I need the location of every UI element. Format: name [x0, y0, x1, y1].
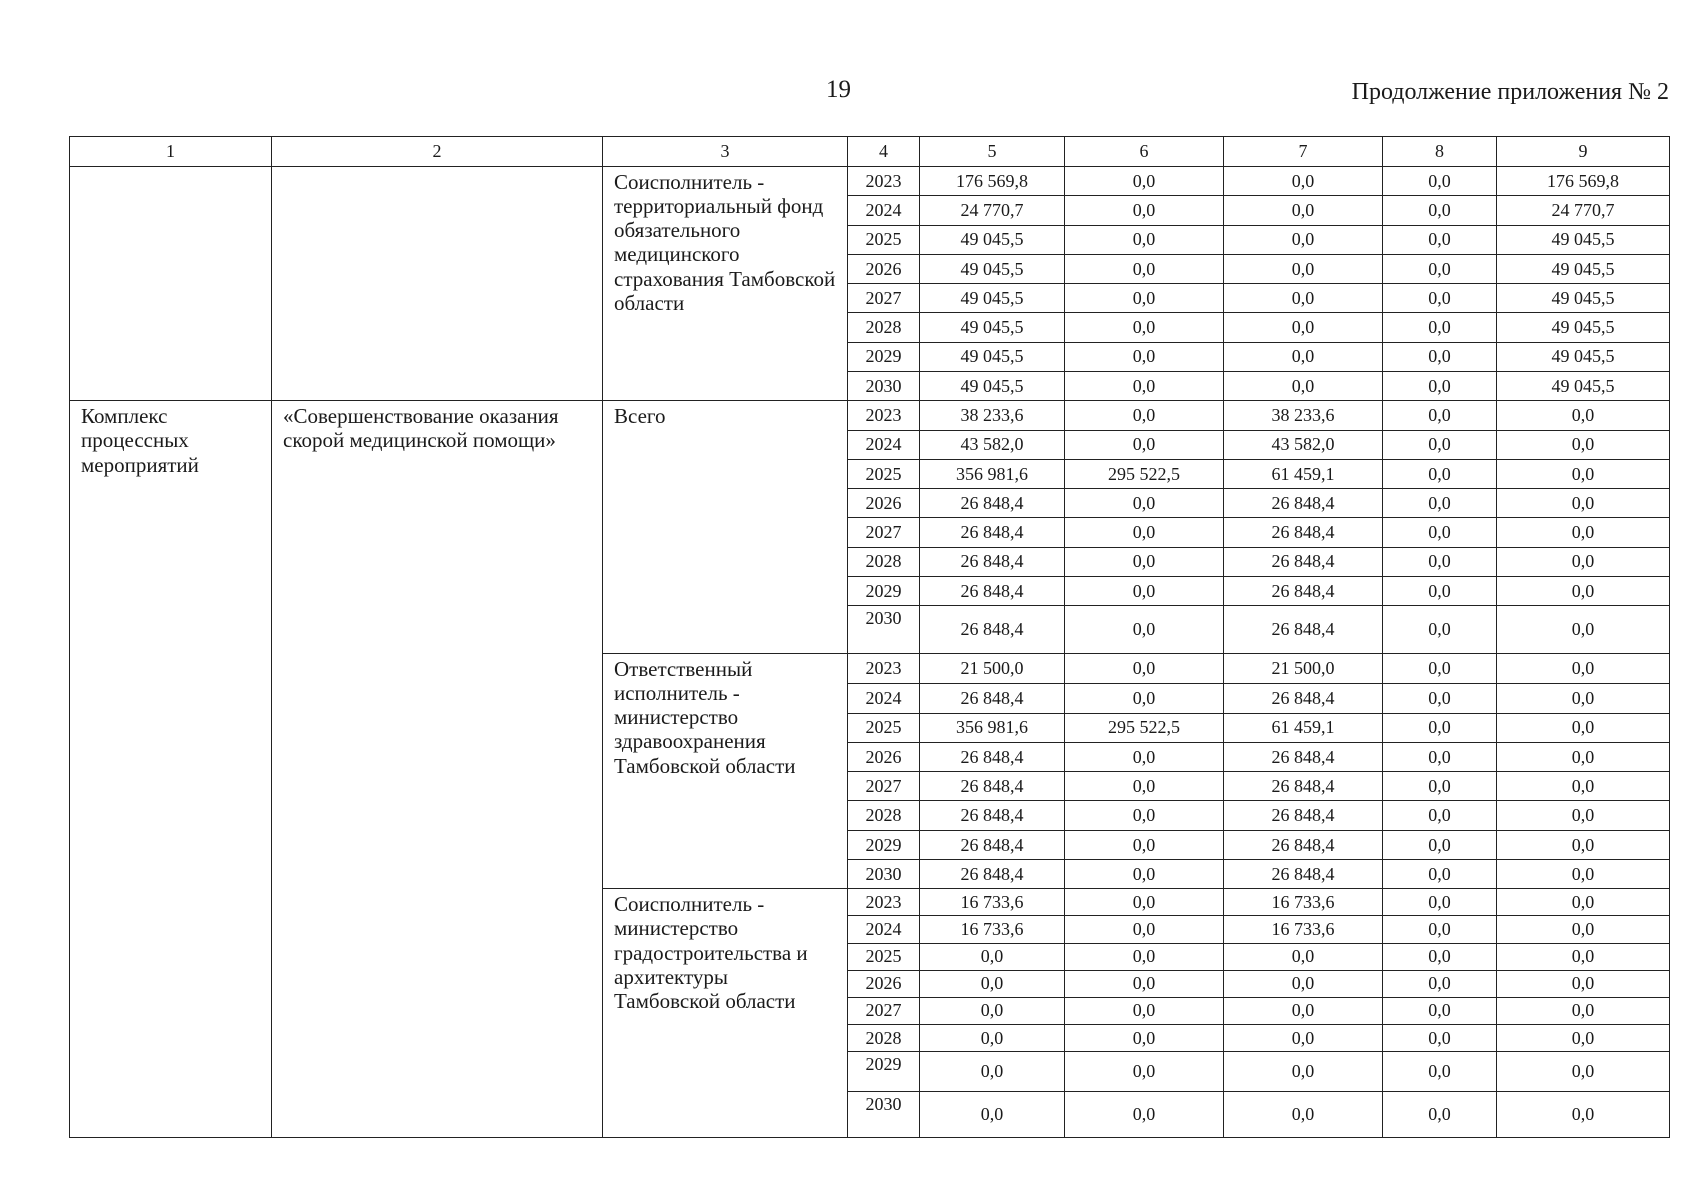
- amount-cell: 0,0: [1065, 606, 1224, 654]
- amount-cell: 38 233,6: [920, 401, 1065, 430]
- year-cell: 2026: [848, 970, 920, 997]
- amount-cell: 0,0: [1383, 196, 1497, 225]
- amount-cell: 0,0: [1497, 430, 1670, 459]
- amount-cell: 0,0: [1065, 860, 1224, 889]
- amount-cell: 26 848,4: [1224, 772, 1383, 801]
- year-cell: 2028: [848, 801, 920, 830]
- amount-cell: 0,0: [1065, 518, 1224, 547]
- amount-cell: 0,0: [1383, 997, 1497, 1024]
- column-header: 6: [1065, 137, 1224, 167]
- amount-cell: 26 848,4: [1224, 606, 1383, 654]
- executor-cell: Всего: [603, 401, 848, 654]
- amount-cell: 0,0: [920, 997, 1065, 1024]
- amount-cell: 0,0: [1497, 742, 1670, 771]
- amount-cell: 0,0: [1224, 371, 1383, 400]
- amount-cell: 0,0: [920, 1051, 1065, 1091]
- amount-cell: 26 848,4: [1224, 547, 1383, 576]
- amount-cell: 24 770,7: [920, 196, 1065, 225]
- year-cell: 2028: [848, 1024, 920, 1051]
- amount-cell: 26 848,4: [920, 547, 1065, 576]
- year-cell: 2025: [848, 713, 920, 742]
- amount-cell: 0,0: [1497, 860, 1670, 889]
- amount-cell: 0,0: [1383, 801, 1497, 830]
- amount-cell: 61 459,1: [1224, 713, 1383, 742]
- amount-cell: 0,0: [920, 970, 1065, 997]
- activity-name-cell: [272, 167, 603, 401]
- amount-cell: 26 848,4: [1224, 489, 1383, 518]
- amount-cell: 0,0: [1497, 713, 1670, 742]
- amount-cell: 0,0: [1383, 684, 1497, 713]
- amount-cell: 49 045,5: [920, 371, 1065, 400]
- year-cell: 2025: [848, 459, 920, 488]
- amount-cell: 16 733,6: [1224, 916, 1383, 943]
- amount-cell: 0,0: [1497, 653, 1670, 683]
- amount-cell: 0,0: [1224, 970, 1383, 997]
- amount-cell: 0,0: [1065, 167, 1224, 196]
- amount-cell: 0,0: [1383, 254, 1497, 283]
- executor-cell: Ответственный исполнитель - министерство здравоохранения Тамбовской области: [603, 653, 848, 888]
- amount-cell: 21 500,0: [1224, 653, 1383, 683]
- amount-cell: 0,0: [1497, 943, 1670, 970]
- amount-cell: 0,0: [1224, 997, 1383, 1024]
- amount-cell: 49 045,5: [1497, 371, 1670, 400]
- column-header: 2: [272, 137, 603, 167]
- amount-cell: 0,0: [1383, 713, 1497, 742]
- amount-cell: 26 848,4: [920, 576, 1065, 605]
- year-cell: 2025: [848, 225, 920, 254]
- amount-cell: 0,0: [1065, 742, 1224, 771]
- year-cell: 2024: [848, 430, 920, 459]
- amount-cell: 49 045,5: [1497, 313, 1670, 342]
- amount-cell: 0,0: [1497, 1024, 1670, 1051]
- amount-cell: 356 981,6: [920, 713, 1065, 742]
- year-cell: 2024: [848, 684, 920, 713]
- amount-cell: 0,0: [1383, 225, 1497, 254]
- amount-cell: 49 045,5: [920, 342, 1065, 371]
- amount-cell: 26 848,4: [920, 518, 1065, 547]
- amount-cell: 0,0: [1065, 313, 1224, 342]
- amount-cell: 0,0: [1065, 489, 1224, 518]
- amount-cell: 26 848,4: [920, 489, 1065, 518]
- amount-cell: 0,0: [1497, 801, 1670, 830]
- amount-cell: 49 045,5: [920, 254, 1065, 283]
- year-cell: 2030: [848, 606, 920, 654]
- amount-cell: 0,0: [1065, 430, 1224, 459]
- amount-cell: 0,0: [920, 1092, 1065, 1138]
- amount-cell: 0,0: [1065, 401, 1224, 430]
- amount-cell: 26 848,4: [1224, 684, 1383, 713]
- amount-cell: 0,0: [1065, 772, 1224, 801]
- amount-cell: 49 045,5: [1497, 284, 1670, 313]
- amount-cell: 0,0: [1497, 489, 1670, 518]
- year-cell: 2023: [848, 889, 920, 916]
- amount-cell: 26 848,4: [920, 606, 1065, 654]
- executor-cell: Соисполнитель - территориальный фонд обязательного медицинского страхования Тамбовской области: [603, 167, 848, 401]
- amount-cell: 0,0: [1065, 284, 1224, 313]
- amount-cell: 43 582,0: [920, 430, 1065, 459]
- year-cell: 2023: [848, 167, 920, 196]
- amount-cell: 0,0: [1383, 284, 1497, 313]
- amount-cell: 49 045,5: [1497, 342, 1670, 371]
- year-cell: 2030: [848, 371, 920, 400]
- amount-cell: 0,0: [1065, 547, 1224, 576]
- amount-cell: 0,0: [1383, 943, 1497, 970]
- amount-cell: 0,0: [1383, 576, 1497, 605]
- amount-cell: 0,0: [1224, 254, 1383, 283]
- amount-cell: 295 522,5: [1065, 713, 1224, 742]
- amount-cell: 0,0: [1065, 576, 1224, 605]
- column-header: 8: [1383, 137, 1497, 167]
- year-cell: 2023: [848, 653, 920, 683]
- amount-cell: 176 569,8: [920, 167, 1065, 196]
- amount-cell: 176 569,8: [1497, 167, 1670, 196]
- amount-cell: 0,0: [1065, 653, 1224, 683]
- amount-cell: 49 045,5: [920, 284, 1065, 313]
- amount-cell: 0,0: [1383, 518, 1497, 547]
- amount-cell: 26 848,4: [920, 742, 1065, 771]
- amount-cell: 0,0: [1065, 371, 1224, 400]
- activity-type-cell: Комплекс процессных мероприятий: [70, 401, 272, 1138]
- column-header: 3: [603, 137, 848, 167]
- year-cell: 2029: [848, 1051, 920, 1091]
- budget-table: [69, 136, 1670, 1138]
- amount-cell: 0,0: [1383, 547, 1497, 576]
- amount-cell: 43 582,0: [1224, 430, 1383, 459]
- year-cell: 2026: [848, 254, 920, 283]
- amount-cell: 0,0: [1383, 860, 1497, 889]
- executor-cell: Соисполнитель - министерство градостроительства и архитектуры Тамбовской области: [603, 889, 848, 1138]
- amount-cell: 0,0: [1383, 916, 1497, 943]
- amount-cell: 356 981,6: [920, 459, 1065, 488]
- amount-cell: 0,0: [1383, 772, 1497, 801]
- amount-cell: 0,0: [1224, 196, 1383, 225]
- amount-cell: 26 848,4: [920, 772, 1065, 801]
- year-cell: 2024: [848, 916, 920, 943]
- year-cell: 2028: [848, 313, 920, 342]
- year-cell: 2023: [848, 401, 920, 430]
- amount-cell: 0,0: [1383, 742, 1497, 771]
- amount-cell: 26 848,4: [920, 860, 1065, 889]
- year-cell: 2027: [848, 518, 920, 547]
- page-number: 19: [826, 76, 851, 103]
- amount-cell: 0,0: [1383, 313, 1497, 342]
- column-header: 9: [1497, 137, 1670, 167]
- activity-type-cell: [70, 167, 272, 401]
- table-row: [70, 167, 1670, 196]
- amount-cell: 0,0: [1065, 196, 1224, 225]
- year-cell: 2024: [848, 196, 920, 225]
- amount-cell: 26 848,4: [1224, 830, 1383, 859]
- amount-cell: 0,0: [1497, 1051, 1670, 1091]
- amount-cell: 0,0: [1497, 830, 1670, 859]
- amount-cell: 0,0: [1497, 684, 1670, 713]
- amount-cell: 0,0: [1497, 970, 1670, 997]
- amount-cell: 38 233,6: [1224, 401, 1383, 430]
- year-cell: 2030: [848, 860, 920, 889]
- amount-cell: 26 848,4: [1224, 860, 1383, 889]
- amount-cell: 21 500,0: [920, 653, 1065, 683]
- amount-cell: 0,0: [1383, 1051, 1497, 1091]
- amount-cell: 0,0: [1065, 1051, 1224, 1091]
- amount-cell: 26 848,4: [1224, 742, 1383, 771]
- amount-cell: 0,0: [1497, 576, 1670, 605]
- column-number-row: [70, 137, 1670, 167]
- amount-cell: 0,0: [1224, 1092, 1383, 1138]
- amount-cell: 49 045,5: [1497, 225, 1670, 254]
- year-cell: 2030: [848, 1092, 920, 1138]
- amount-cell: 0,0: [1497, 772, 1670, 801]
- year-cell: 2025: [848, 943, 920, 970]
- amount-cell: 0,0: [1383, 1024, 1497, 1051]
- amount-cell: 0,0: [1497, 401, 1670, 430]
- amount-cell: 0,0: [920, 943, 1065, 970]
- amount-cell: 0,0: [1224, 1051, 1383, 1091]
- amount-cell: 0,0: [1224, 1024, 1383, 1051]
- amount-cell: 0,0: [1497, 1092, 1670, 1138]
- amount-cell: 26 848,4: [920, 830, 1065, 859]
- year-cell: 2029: [848, 576, 920, 605]
- year-cell: 2026: [848, 742, 920, 771]
- amount-cell: 0,0: [1065, 225, 1224, 254]
- table-row: [70, 401, 1670, 430]
- amount-cell: 16 733,6: [920, 916, 1065, 943]
- amount-cell: 0,0: [1224, 342, 1383, 371]
- appendix-continuation-label: Продолжение приложения № 2: [1351, 79, 1669, 105]
- amount-cell: 0,0: [1383, 371, 1497, 400]
- amount-cell: 0,0: [1497, 547, 1670, 576]
- amount-cell: 26 848,4: [920, 801, 1065, 830]
- amount-cell: 49 045,5: [920, 313, 1065, 342]
- column-header: 7: [1224, 137, 1383, 167]
- amount-cell: 0,0: [1224, 225, 1383, 254]
- amount-cell: 0,0: [1065, 943, 1224, 970]
- amount-cell: 0,0: [1383, 1092, 1497, 1138]
- amount-cell: 0,0: [1065, 1024, 1224, 1051]
- amount-cell: 49 045,5: [920, 225, 1065, 254]
- amount-cell: 0,0: [1383, 167, 1497, 196]
- amount-cell: 0,0: [1497, 518, 1670, 547]
- table-body: [70, 167, 1670, 1138]
- amount-cell: 0,0: [1383, 830, 1497, 859]
- amount-cell: 0,0: [1383, 401, 1497, 430]
- amount-cell: 0,0: [1383, 889, 1497, 916]
- amount-cell: 0,0: [1224, 167, 1383, 196]
- amount-cell: 61 459,1: [1224, 459, 1383, 488]
- amount-cell: 0,0: [1383, 342, 1497, 371]
- amount-cell: 0,0: [1383, 459, 1497, 488]
- amount-cell: 0,0: [1383, 606, 1497, 654]
- year-cell: 2027: [848, 772, 920, 801]
- amount-cell: 0,0: [1065, 342, 1224, 371]
- amount-cell: 26 848,4: [920, 684, 1065, 713]
- amount-cell: 0,0: [1065, 970, 1224, 997]
- amount-cell: 0,0: [1065, 916, 1224, 943]
- amount-cell: 295 522,5: [1065, 459, 1224, 488]
- year-cell: 2028: [848, 547, 920, 576]
- amount-cell: 0,0: [920, 1024, 1065, 1051]
- year-cell: 2029: [848, 830, 920, 859]
- amount-cell: 0,0: [1224, 313, 1383, 342]
- amount-cell: 0,0: [1224, 943, 1383, 970]
- amount-cell: 26 848,4: [1224, 576, 1383, 605]
- amount-cell: 0,0: [1065, 889, 1224, 916]
- amount-cell: 0,0: [1383, 430, 1497, 459]
- amount-cell: 0,0: [1497, 916, 1670, 943]
- column-header: 5: [920, 137, 1065, 167]
- amount-cell: 0,0: [1497, 459, 1670, 488]
- amount-cell: 0,0: [1383, 653, 1497, 683]
- activity-name-cell: «Совершенствование оказания скорой медицинской помощи»: [272, 401, 603, 1138]
- amount-cell: 26 848,4: [1224, 518, 1383, 547]
- amount-cell: 0,0: [1497, 606, 1670, 654]
- amount-cell: 0,0: [1224, 284, 1383, 313]
- amount-cell: 26 848,4: [1224, 801, 1383, 830]
- amount-cell: 0,0: [1497, 889, 1670, 916]
- amount-cell: 0,0: [1497, 997, 1670, 1024]
- year-cell: 2029: [848, 342, 920, 371]
- amount-cell: 0,0: [1065, 801, 1224, 830]
- amount-cell: 16 733,6: [920, 889, 1065, 916]
- amount-cell: 49 045,5: [1497, 254, 1670, 283]
- year-cell: 2026: [848, 489, 920, 518]
- amount-cell: 0,0: [1065, 1092, 1224, 1138]
- amount-cell: 0,0: [1383, 970, 1497, 997]
- amount-cell: 0,0: [1065, 684, 1224, 713]
- amount-cell: 0,0: [1065, 997, 1224, 1024]
- column-header: 1: [70, 137, 272, 167]
- amount-cell: 0,0: [1383, 489, 1497, 518]
- column-header: 4: [848, 137, 920, 167]
- amount-cell: 16 733,6: [1224, 889, 1383, 916]
- amount-cell: 0,0: [1065, 254, 1224, 283]
- amount-cell: 0,0: [1065, 830, 1224, 859]
- amount-cell: 24 770,7: [1497, 196, 1670, 225]
- year-cell: 2027: [848, 284, 920, 313]
- year-cell: 2027: [848, 997, 920, 1024]
